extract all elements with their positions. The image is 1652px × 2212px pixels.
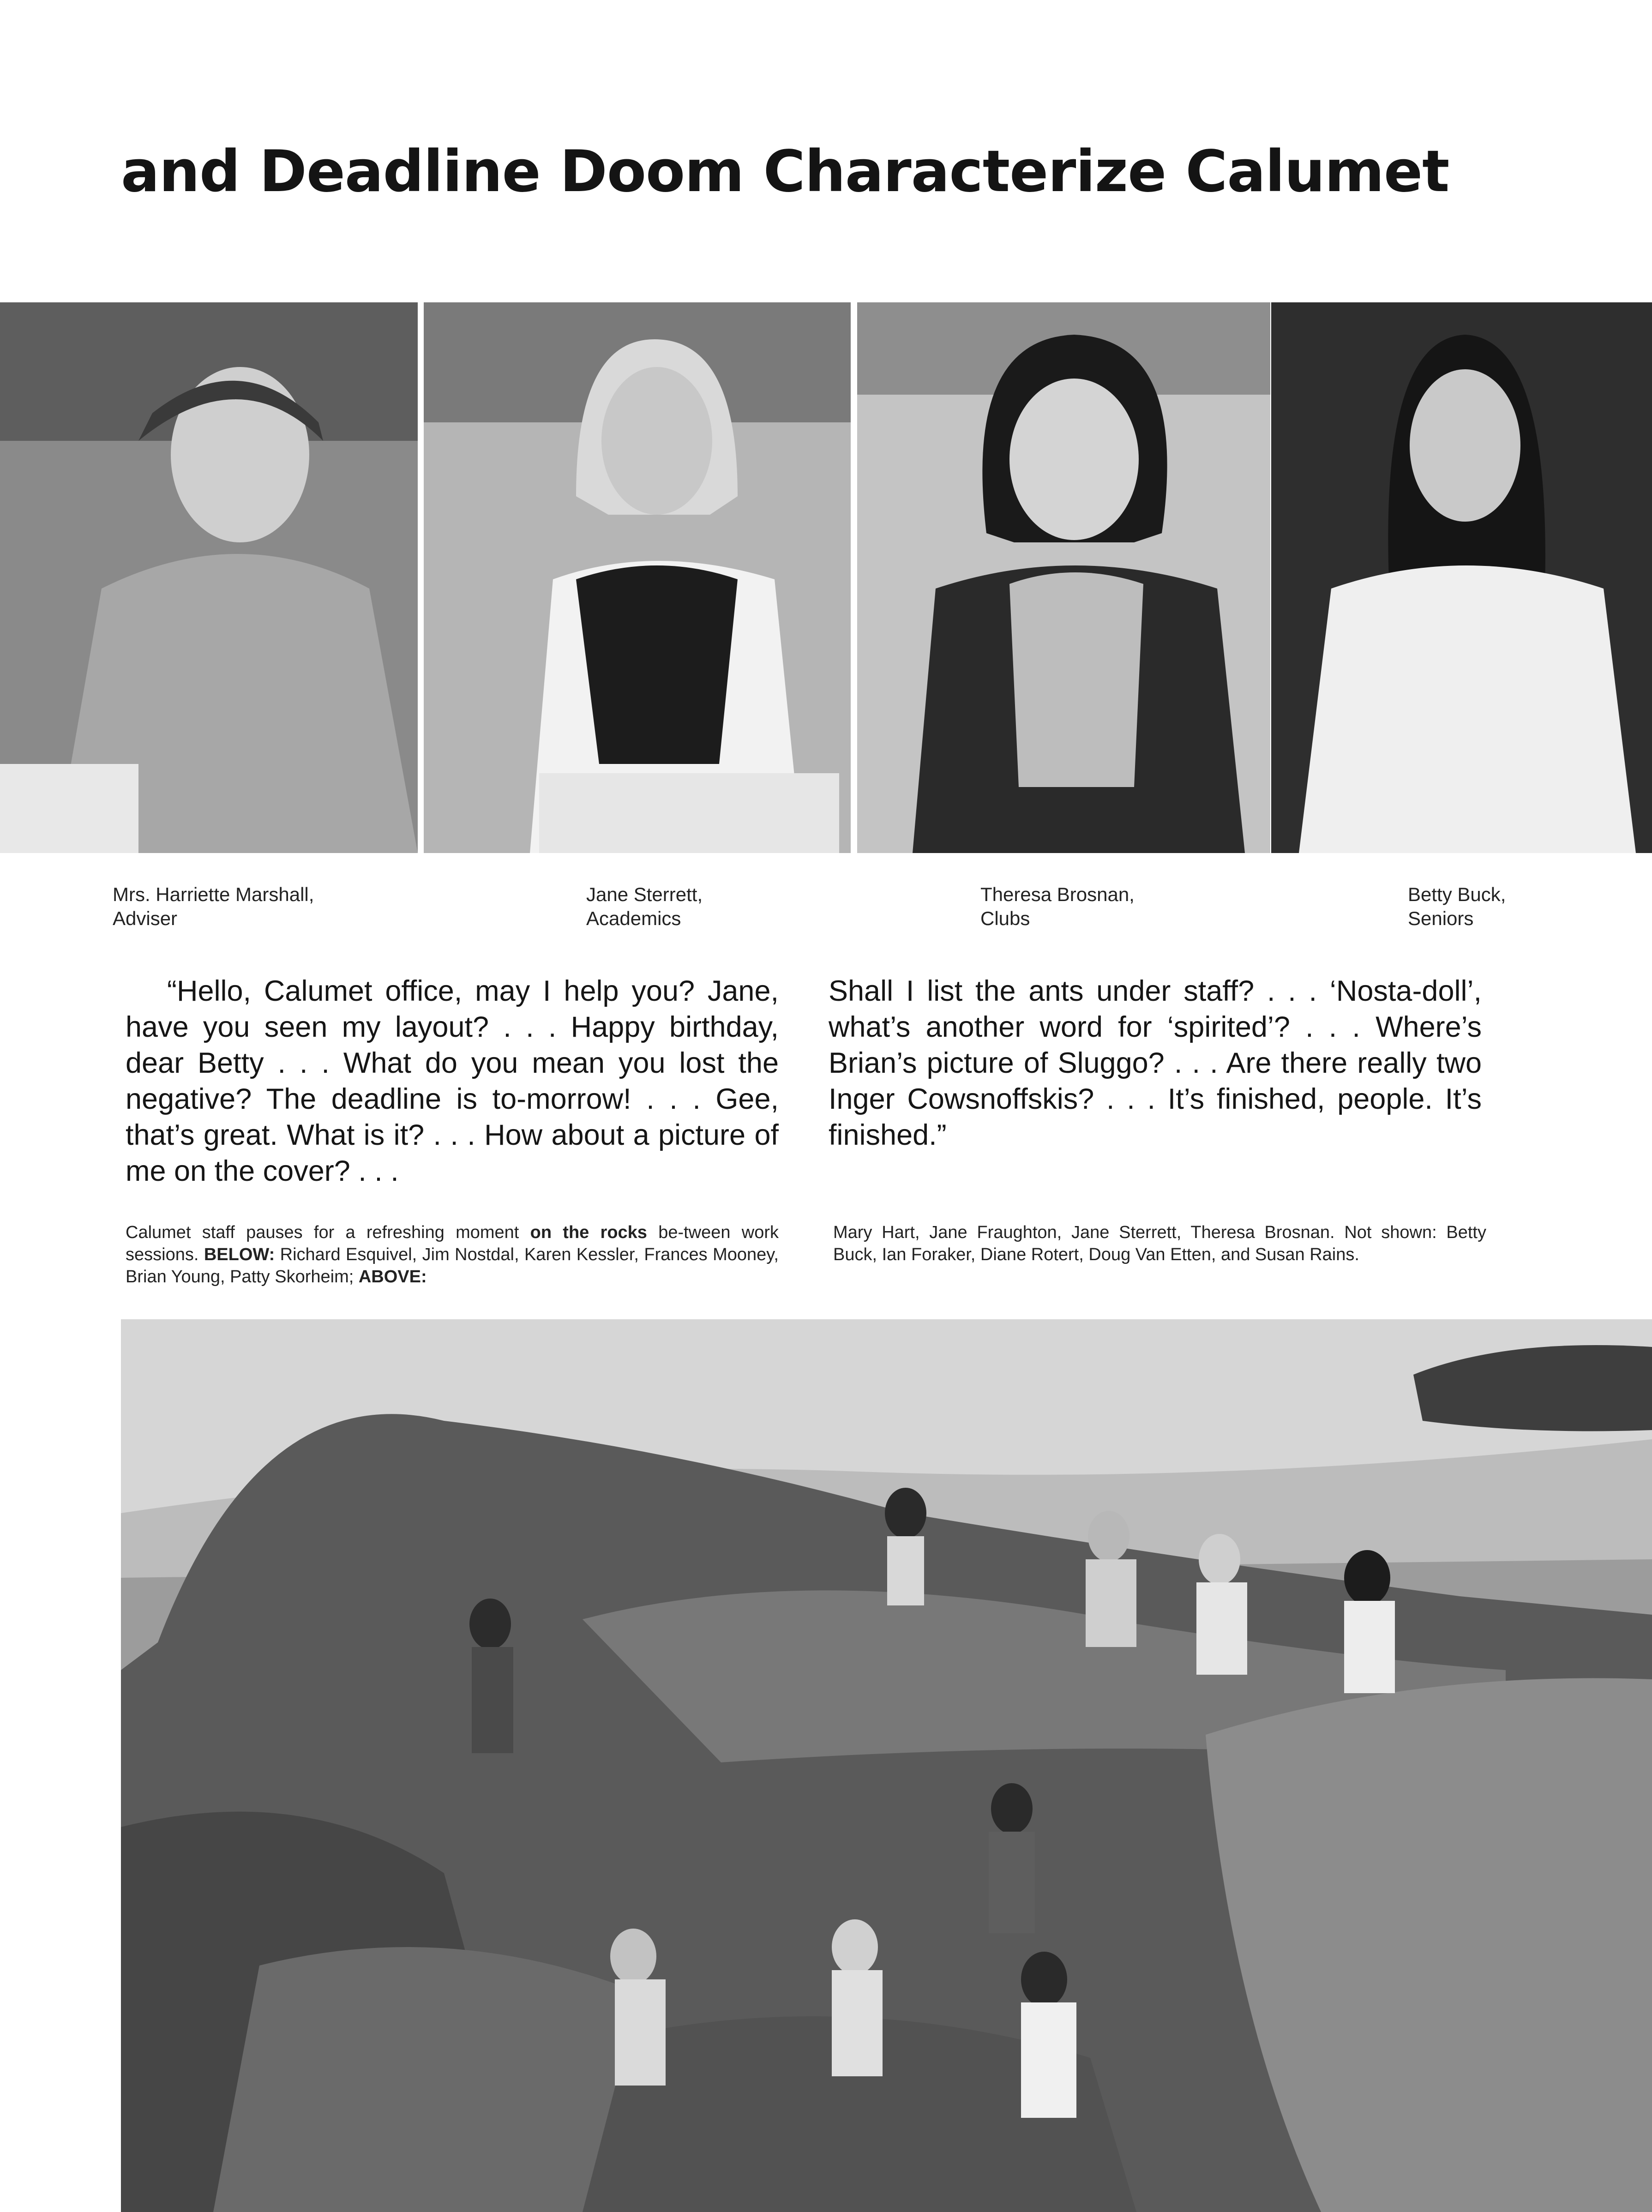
portrait-caption-marshall xyxy=(113,883,314,931)
portrait-photo-sterrett xyxy=(424,302,851,853)
portrait-caption-sterrett xyxy=(586,883,703,931)
group-caption-right: Mary Hart, Jane Fraughton, Jane Sterrett, Theresa Brosnan. Not shown: Betty Buck, Ian Foraker, Diane Rotert, Doug Van Etten, and Susan Rains. xyxy=(833,1223,1486,1264)
group-photo-on-the-rocks xyxy=(121,1319,1652,2212)
caption-text: Calumet staff pauses for a refreshing moment xyxy=(126,1223,530,1242)
portrait-photo-buck xyxy=(1271,302,1652,853)
caption-label-above: ABOVE: xyxy=(358,1267,427,1286)
portrait-caption-buck xyxy=(1408,883,1506,931)
group-caption-left xyxy=(126,1221,779,1288)
portrait-name: Theresa Brosnan, xyxy=(980,884,1135,905)
portrait-caption-brosnan xyxy=(980,883,1135,931)
portrait-role: Clubs xyxy=(980,908,1030,929)
portrait-role: Seniors xyxy=(1408,908,1474,929)
page-headline: and Deadline Doom Characterize Calumet xyxy=(121,138,1449,205)
portrait-role: Adviser xyxy=(113,908,178,929)
body-text-left: “Hello, Calumet office, may I help you? Jane, have you seen my layout? . . . Happy birthday, dear Betty . . . What do you mean you lost the negative? The deadline is to-morrow! . . . Gee, that’s great. What is it? . . . How about a picture of me on the cover? . . . xyxy=(126,975,779,1187)
caption-text: Richard Esquivel, Jim Nostdal, Karen Kessler, Frances Mooney, Brian Young, Patty Skorheim; xyxy=(126,1245,779,1286)
portrait-name: Jane Sterrett, xyxy=(586,884,703,905)
caption-text: be-tween work sessions. xyxy=(126,1223,779,1264)
portrait-photo-marshall xyxy=(0,302,418,853)
portrait-role: Academics xyxy=(586,908,681,929)
body-text-right: Shall I list the ants under staff? . . . ‘Nosta-doll’, what’s another word for ‘spirited’? . . . Where’s Brian’s picture of Sluggo? . . . Are there really two Inger Cowsnoffskis? . . . It’s finished, people. It’s finished.” xyxy=(829,975,1482,1151)
portrait-photo-brosnan xyxy=(857,302,1270,853)
portrait-name: Mrs. Harriette Marshall, xyxy=(113,884,314,905)
portrait-name: Betty Buck, xyxy=(1408,884,1506,905)
caption-emphasis: on the rocks xyxy=(530,1223,647,1242)
caption-label-below: BELOW: xyxy=(204,1245,275,1264)
